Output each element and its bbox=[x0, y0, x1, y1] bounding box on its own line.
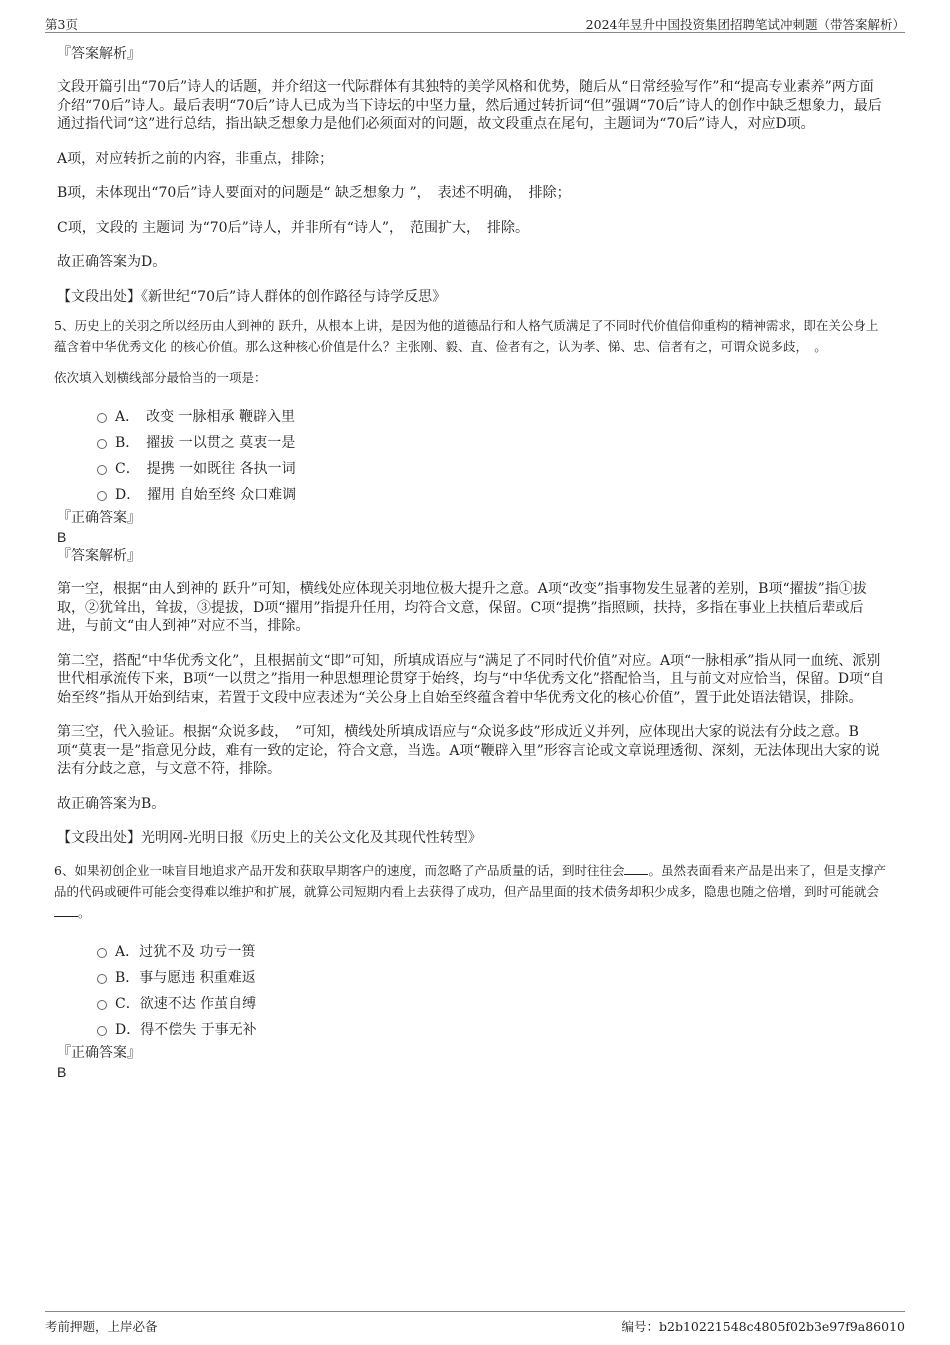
q6-option-b-label: B．事与愿违 积重难返 bbox=[115, 969, 256, 986]
q5-analysis-blank-2: 第二空，搭配“中华优秀文化”，且根据前文“即”可知，所填成语应与“满足了不同时代价值”对应。A项“一脉相承”指从同一血统、派别世代相承流传下来，B项“一以贯之”指用一种思想理论贯穿于始终，均与“中华优秀文化”搭配恰当，且与前文对应恰当，保留。D项“自始至终”指从开始到结束，若置于文段中应表述为“关公身上自始至终蕴含着中华优秀文化的核心价值”，置于此处语法错误，排除。 bbox=[57, 652, 885, 706]
radio-button-icon[interactable] bbox=[97, 974, 107, 984]
page-number: 第3页 bbox=[45, 17, 78, 32]
radio-button-icon[interactable] bbox=[97, 439, 107, 449]
q6-question-part-1: 6、如果初创企业一味盲目地追求产品开发和获取早期客户的速度，而忽略了产品质量的话，到时往往会 bbox=[54, 862, 625, 878]
q5-question-text: 5、历史上的关羽之所以经历由人到神的 跃升，从根本上讲，是因为他的道德品行和人格气质满足了不同时代价值信仰重构的精神需求，即在关公身上蕴含着中华优秀文化 的核心价值。那么这种核心价值是什么？主张刚、毅、直、俭者有之，认为孝、悌、忠、信者有之，可谓众说多歧， 。 bbox=[54, 318, 879, 354]
q5-option-c[interactable] bbox=[57, 456, 887, 482]
page-footer bbox=[45, 1311, 905, 1334]
q6-option-c-label: C．欲速不达 作茧自缚 bbox=[115, 995, 257, 1012]
footer-slogan: 考前押题，上岸必备 bbox=[45, 1319, 158, 1334]
radio-button-icon[interactable] bbox=[97, 491, 107, 501]
radio-button-icon[interactable] bbox=[97, 1026, 107, 1036]
q4-option-b-analysis: B项，未体现出“70后”诗人要面对的问题是“ 缺乏想象力 ”， 表述不明确， 排除； bbox=[57, 185, 571, 201]
q4-conclusion: 故正确答案为D。 bbox=[57, 254, 167, 270]
q6-question-part-2: 。虽然表面看来产品是出来了，但是支撑产品的代码或硬件可能会变得难以维护和扩展，就算公司短期内看上去获得了成功，但产品里面的技术债务却积少成多，隐患也随之倍增，到时可能就会 bbox=[54, 862, 886, 899]
q5-conclusion: 故正确答案为B。 bbox=[57, 795, 166, 812]
q5-option-d[interactable] bbox=[57, 482, 887, 508]
q6-option-c[interactable] bbox=[57, 991, 887, 1017]
q5-options bbox=[57, 404, 887, 508]
q4-option-a-analysis: A项，对应转折之前的内容，非重点，排除； bbox=[57, 150, 334, 167]
q4-analysis-paragraph: 文段开篇引出“70后”诗人的话题，并介绍这一代际群体有其独特的美学风格和优势，随后从“日常经验写作”和“提高专业素养”两方面介绍“70后”诗人。最后表明“70后”诗人已成为当下诗坛的中坚力量，然后通过转折词“但”强调“70后”诗人的创作中缺乏想象力，最后通过指代词“这”进行总结，指出缺乏想象力是他们必须面对的问题，故文段重点在尾句，主题词为“70后”诗人，对应D项。 bbox=[57, 79, 882, 132]
q6-option-d-label: D．得不偿失 于事无补 bbox=[115, 1021, 257, 1038]
q5-analysis-blank-1: 第一空，根据“由人到神的 跃升”可知，横线处应体现关羽地位极大提升之意。A项“改变”指事物发生显著的差别，B项“擢拔”指①拔取，②犹耸出，耸拔，③提拔，D项“擢用”指提升任用，均符合文意，保留。C项“提携”指照顾，扶持，多指在事业上扶植后辈或后进，与前文“由人到神”对应不当，排除。 bbox=[57, 581, 867, 634]
radio-button-icon[interactable] bbox=[97, 465, 107, 475]
q6-option-d[interactable] bbox=[57, 1017, 887, 1043]
q5-analysis-label: 『答案解析』 bbox=[57, 548, 141, 564]
q4-analysis-label: 『答案解析』 bbox=[57, 46, 141, 62]
blank-line bbox=[624, 862, 648, 875]
radio-button-icon[interactable] bbox=[97, 1000, 107, 1010]
q5-analysis-blank-3: 第三空，代入验证。根据“众说多歧， ”可知，横线处所填成语应与“众说多歧”形成近义并列，应体现出大家的说法有分歧之意。B项“莫衷一是”指意见分歧，难有一致的定论，符合文意，当选。A项“鞭辟入里”形容言论或文章说理透彻、深刻，无法体现出大家的说法有分歧之意，与文意不符，排除。 bbox=[57, 724, 880, 777]
blank-line bbox=[54, 904, 78, 917]
q5-option-c-label: C． 提携 一如既往 各执一词 bbox=[115, 461, 296, 477]
q4-source: 【文段出处】《新世纪“70后”诗人群体的创作路径与诗学反思》 bbox=[57, 288, 447, 305]
q6-options bbox=[57, 939, 887, 1043]
q5-option-a-label: A． 改变 一脉相承 鞭辟入里 bbox=[115, 409, 296, 425]
q5-correct-answer-label: 『正确答案』 bbox=[57, 510, 141, 526]
q5-correct-answer: B bbox=[57, 529, 67, 545]
q6-correct-answer: B bbox=[57, 1063, 67, 1080]
document-body bbox=[54, 44, 887, 1081]
radio-button-icon[interactable] bbox=[97, 948, 107, 958]
q5-option-d-label: D． 擢用 自始至终 众口难调 bbox=[115, 487, 297, 503]
q5-instruction: 依次填入划横线部分最恰当的一项是： bbox=[54, 370, 267, 385]
q6-option-a[interactable] bbox=[57, 939, 887, 965]
q5-option-b[interactable] bbox=[57, 430, 887, 456]
page-header bbox=[45, 12, 905, 33]
q6-option-a-label: A．过犹不及 功亏一篑 bbox=[115, 943, 256, 960]
document-id: 编号：b2b10221548c4805f02b3e97f9a86010 bbox=[621, 1319, 905, 1334]
q6-question-part-3: 。 bbox=[78, 904, 91, 920]
radio-button-icon[interactable] bbox=[97, 413, 107, 423]
q6-option-b[interactable] bbox=[57, 965, 887, 991]
q6-question-text bbox=[54, 860, 887, 923]
q5-option-b-label: B． 擢拔 一以贯之 莫衷一是 bbox=[115, 435, 296, 451]
q5-source: 【文段出处】光明网-光明日报《历史上的关公文化及其现代性转型》 bbox=[57, 830, 482, 846]
document-title: 2024年昱升中国投资集团招聘笔试冲刺题（带答案解析） bbox=[585, 17, 905, 32]
q5-option-a[interactable] bbox=[57, 404, 887, 430]
q6-correct-answer-label: 『正确答案』 bbox=[57, 1044, 141, 1061]
q4-option-c-analysis: C项，文段的 主题词 为“70后”诗人，并非所有“诗人”， 范围扩大， 排除。 bbox=[57, 219, 530, 236]
